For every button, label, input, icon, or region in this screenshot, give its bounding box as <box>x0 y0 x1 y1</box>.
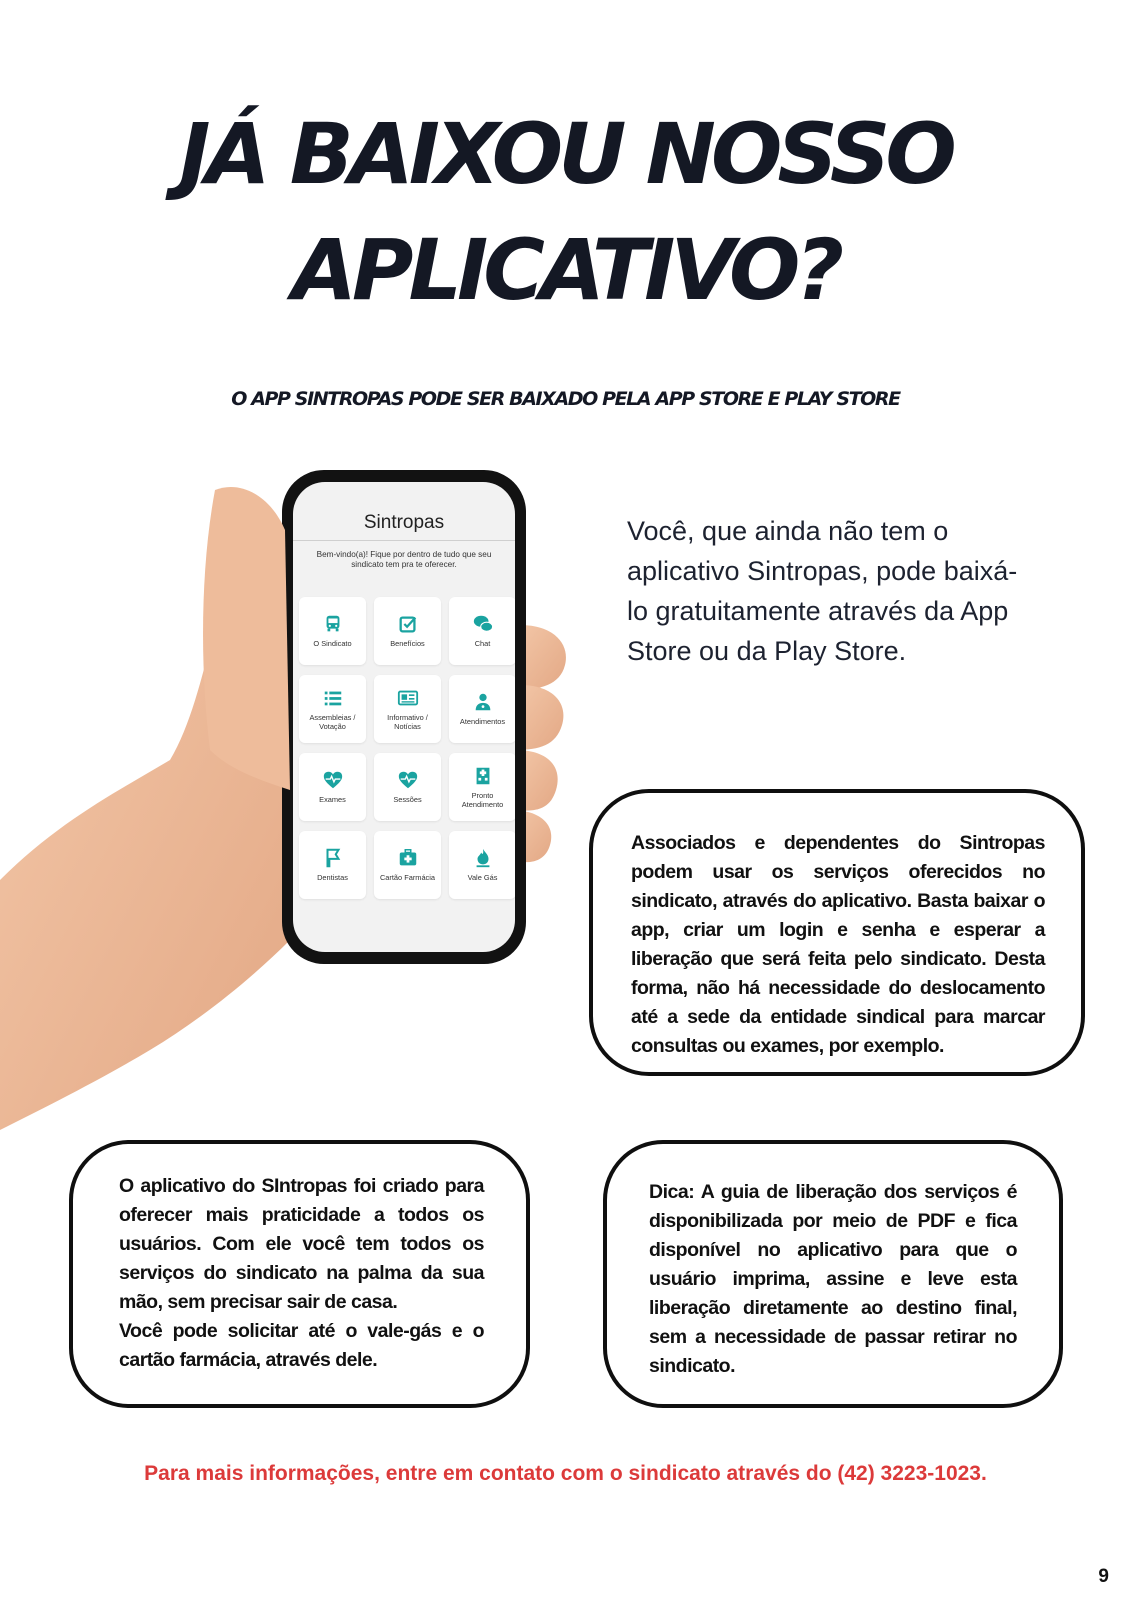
heart-pulse-icon <box>322 769 344 791</box>
page-number: 9 <box>1098 1566 1109 1587</box>
app-tile-beneficios[interactable] <box>374 597 441 665</box>
app-tile-sindicato[interactable] <box>299 597 366 665</box>
hospital-icon <box>472 765 494 787</box>
app-tile-informativo[interactable] <box>374 675 441 743</box>
app-tile-vale-gas[interactable] <box>449 831 515 899</box>
heart-pulse-icon <box>397 769 419 791</box>
app-tile-label: Exames <box>319 795 346 805</box>
page-title-line1: JÁ BAIXOU NOSSO <box>179 105 952 203</box>
chat-icon <box>472 613 494 635</box>
phone-screen <box>293 482 515 952</box>
flame-icon <box>472 847 494 869</box>
app-tile-label: Atendimentos <box>459 717 506 727</box>
associates-info-box <box>589 789 1085 1076</box>
app-tile-sessoes[interactable] <box>374 753 441 821</box>
doctor-icon <box>472 691 494 713</box>
app-tile-atendimentos[interactable] <box>449 675 515 743</box>
app-title: Sintropas <box>363 512 445 533</box>
app-header-divider <box>293 540 515 541</box>
page-subtitle: O APP SINTROPAS PODE SER BAIXADO PELA APP STORE E PLAY STORE <box>231 388 900 410</box>
list-icon <box>322 687 344 709</box>
app-tile-assembleias[interactable] <box>299 675 366 743</box>
associates-info-text: Associados e dependentes do Sintropas podem usar os serviços oferecidos no sindicato, através do aplicativo. Basta baixar o app, criar um login e senha e esperar a liberação que será feita pelo sindicato. Desta forma, não há necessidade do deslocamento até a sede da entidade sindical para marcar consultas ou exames, por exemplo. <box>631 832 1045 1057</box>
bus-icon <box>322 613 344 635</box>
first-aid-icon <box>397 847 419 869</box>
app-tile-exames[interactable] <box>299 753 366 821</box>
app-tile-label: Dentistas <box>317 873 348 883</box>
app-menu-grid <box>299 597 513 899</box>
app-tile-dentistas[interactable] <box>299 831 366 899</box>
app-purpose-text-2: Você pode solicitar até o vale-gás e o cartão farmácia, através dele. <box>119 1320 484 1371</box>
app-welcome-text: Bem-vindo(a)! Fique por dentro de tudo que seu sindicato tem pra te oferecer. <box>316 550 492 569</box>
app-tile-label: Vale Gás <box>467 873 498 883</box>
app-tile-label: Cartão Farmácia <box>379 873 436 883</box>
newspaper-icon <box>397 687 419 709</box>
app-tile-label: Assembleias / Votação <box>309 713 356 731</box>
app-tile-label: O Sindicato <box>313 639 352 649</box>
page-title-line2: APLICATIVO? <box>291 221 840 319</box>
app-tile-chat[interactable] <box>449 597 515 665</box>
app-tile-label: Pronto Atendimento <box>461 791 504 809</box>
app-tile-label: Sessões <box>393 795 422 805</box>
phone-mockup <box>282 470 526 964</box>
contact-info: Para mais informações, entre em contato com o sindicato através do (42) 3223-1023. <box>144 1462 987 1485</box>
checkbox-icon <box>397 613 419 635</box>
app-tile-label: Chat <box>474 639 491 649</box>
app-tile-label: Informativo / Notícias <box>387 713 428 731</box>
app-tile-pronto-atendimento[interactable] <box>449 753 515 821</box>
thumb-illustration <box>0 470 300 950</box>
app-tile-cartao-farmacia[interactable] <box>374 831 441 899</box>
intro-text: Você, que ainda não tem o aplicativo Sintropas, pode baixá-lo gratuitamente através da App Store ou da Play Store. <box>627 516 1018 666</box>
flag-icon <box>322 847 344 869</box>
tip-box <box>603 1140 1063 1408</box>
app-purpose-text: O aplicativo do SIntropas foi criado para oferecer mais praticidade a todos os usuários. Com ele você tem todos os serviços do sindicato na palma da sua mão, sem precisar sair de casa. <box>119 1175 484 1313</box>
tip-text: Dica: A guia de liberação dos serviços é disponibilizada por meio de PDF e fica disponível no aplicativo para que o usuário imprima, assine e leve esta liberação diretamente ao destino final, sem a necessidade de passar retirar no sindicato. <box>649 1181 1017 1377</box>
app-purpose-box <box>69 1140 530 1408</box>
app-tile-label: Benefícios <box>390 639 425 649</box>
